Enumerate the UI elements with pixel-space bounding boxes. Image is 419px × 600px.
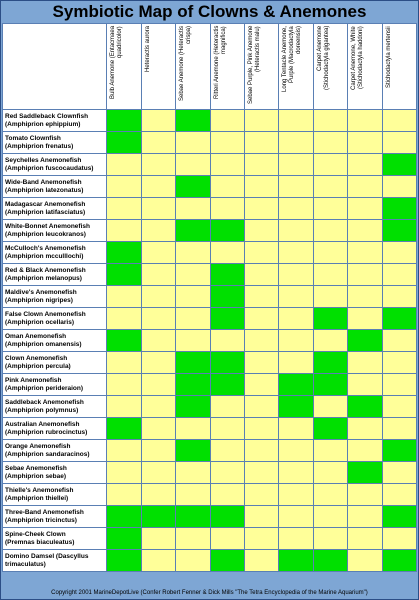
symbiosis-cell-match — [313, 550, 347, 572]
symbiosis-cell-empty — [107, 176, 141, 198]
symbiosis-cell-empty — [141, 132, 175, 154]
symbiosis-cell-empty — [348, 352, 382, 374]
corner-cell — [3, 24, 107, 110]
symbiosis-cell-empty — [279, 440, 313, 462]
symbiosis-cell-empty — [382, 242, 416, 264]
fish-scientific-name: (Amphiprion frenatus) — [5, 142, 74, 150]
symbiosis-cell-empty — [244, 132, 278, 154]
table-row — [3, 484, 417, 506]
symbiosis-cell-empty — [141, 330, 175, 352]
symbiosis-cell-empty — [313, 176, 347, 198]
symbiosis-cell-empty — [348, 550, 382, 572]
symbiosis-cell-match — [279, 550, 313, 572]
symbiosis-cell-empty — [244, 264, 278, 286]
symbiosis-cell-empty — [107, 396, 141, 418]
symbiosis-cell-empty — [176, 330, 210, 352]
symbiosis-cell-empty — [107, 462, 141, 484]
symbiosis-cell-empty — [141, 440, 175, 462]
symbiosis-cell-empty — [382, 462, 416, 484]
symbiosis-cell-empty — [210, 110, 244, 132]
symbiosis-cell-empty — [279, 352, 313, 374]
symbiosis-cell-empty — [176, 198, 210, 220]
fish-common-name: Oman Anemonefish — [5, 332, 67, 340]
symbiosis-cell-match — [382, 198, 416, 220]
symbiosis-cell-empty — [279, 242, 313, 264]
anemone-column-header — [107, 24, 141, 110]
symbiosis-cell-empty — [382, 132, 416, 154]
table-row — [3, 330, 417, 352]
fish-common-name: Sebae Anemonefish — [5, 464, 67, 472]
symbiosis-cell-match — [176, 110, 210, 132]
table-row — [3, 418, 417, 440]
fish-name-cell — [3, 396, 107, 418]
symbiosis-cell-empty — [382, 396, 416, 418]
symbiosis-cell-match — [107, 242, 141, 264]
table-row — [3, 198, 417, 220]
table-row — [3, 396, 417, 418]
symbiosis-table — [2, 23, 417, 572]
symbiosis-cell-match — [107, 528, 141, 550]
symbiosis-cell-empty — [348, 176, 382, 198]
symbiosis-cell-empty — [210, 198, 244, 220]
symbiosis-cell-empty — [279, 462, 313, 484]
symbiosis-cell-empty — [244, 242, 278, 264]
anemone-column-header — [382, 24, 416, 110]
fish-scientific-name: (Amphiprion latezonatus) — [5, 186, 84, 194]
table-row — [3, 528, 417, 550]
symbiosis-cell-match — [210, 220, 244, 242]
symbiosis-cell-empty — [313, 528, 347, 550]
symbiosis-cell-match — [210, 264, 244, 286]
symbiosis-cell-empty — [107, 220, 141, 242]
symbiosis-cell-empty — [244, 220, 278, 242]
symbiosis-cell-empty — [382, 374, 416, 396]
symbiosis-cell-empty — [348, 242, 382, 264]
anemone-label: Carpet Anemone (Stichodactyla gigantea) — [316, 26, 330, 91]
symbiosis-cell-empty — [176, 286, 210, 308]
symbiosis-cell-empty — [141, 418, 175, 440]
symbiosis-cell-empty — [141, 220, 175, 242]
symbiosis-cell-empty — [313, 264, 347, 286]
symbiosis-cell-empty — [141, 264, 175, 286]
fish-common-name: Tomato Clownfish — [5, 134, 61, 142]
symbiosis-cell-empty — [244, 440, 278, 462]
fish-scientific-name: (Amphiprion polymnus) — [5, 406, 79, 414]
fish-scientific-name: (Amphiprion tricinctus) — [5, 516, 77, 524]
fish-scientific-name: (Amphiprion fuscocaudatus) — [5, 164, 94, 172]
table-row — [3, 462, 417, 484]
symbiosis-cell-empty — [107, 154, 141, 176]
table-body — [3, 110, 417, 572]
symbiosis-cell-match — [348, 330, 382, 352]
symbiosis-cell-empty — [176, 528, 210, 550]
symbiosis-cell-empty — [141, 462, 175, 484]
fish-common-name: Thielle's Anemonefish — [5, 486, 74, 494]
table-row — [3, 308, 417, 330]
fish-name-cell — [3, 330, 107, 352]
anemone-label: Long Tentacle Anemone, Purple (Macrodactyla doreensis) — [282, 26, 303, 92]
symbiosis-cell-empty — [244, 110, 278, 132]
anemone-label: Sebae Purple, Pink Anemone (Heteractis malu) — [247, 26, 261, 105]
symbiosis-cell-empty — [382, 352, 416, 374]
symbiosis-cell-empty — [348, 528, 382, 550]
symbiosis-cell-empty — [279, 198, 313, 220]
anemone-column-header — [244, 24, 278, 110]
fish-name-cell — [3, 154, 107, 176]
anemone-label: Heteractis aurora — [144, 26, 151, 73]
symbiosis-cell-match — [313, 418, 347, 440]
symbiosis-cell-empty — [176, 264, 210, 286]
fish-name-cell — [3, 132, 107, 154]
symbiosis-cell-empty — [176, 484, 210, 506]
symbiosis-cell-empty — [313, 110, 347, 132]
fish-scientific-name: (Amphiprion mcculllochi) — [5, 252, 84, 260]
symbiosis-cell-match — [313, 352, 347, 374]
fish-name-cell — [3, 198, 107, 220]
symbiosis-cell-empty — [141, 110, 175, 132]
symbiosis-cell-empty — [348, 484, 382, 506]
fish-name-cell — [3, 528, 107, 550]
symbiosis-cell-empty — [313, 132, 347, 154]
table-row — [3, 242, 417, 264]
anemone-column-header — [313, 24, 347, 110]
symbiosis-cell-match — [107, 550, 141, 572]
symbiosis-cell-empty — [348, 286, 382, 308]
symbiosis-cell-empty — [210, 528, 244, 550]
fish-scientific-name: (Amphiprion rubrocinctus) — [5, 428, 88, 436]
symbiosis-cell-empty — [348, 418, 382, 440]
symbiosis-cell-match — [210, 308, 244, 330]
anemone-label: Stichodactyla mertensii — [385, 26, 392, 88]
symbiosis-cell-empty — [141, 176, 175, 198]
fish-scientific-name: (Amphiprion thiellei) — [5, 494, 69, 502]
symbiosis-cell-empty — [279, 484, 313, 506]
symbiosis-cell-empty — [176, 132, 210, 154]
symbiosis-cell-empty — [244, 396, 278, 418]
symbiosis-cell-match — [313, 308, 347, 330]
symbiosis-cell-match — [348, 462, 382, 484]
symbiosis-cell-empty — [382, 528, 416, 550]
fish-name-cell — [3, 440, 107, 462]
fish-name-cell — [3, 352, 107, 374]
page-title: Symbiotic Map of Clowns & Anemones — [52, 2, 367, 21]
symbiosis-cell-match — [210, 352, 244, 374]
fish-common-name: White-Bonnet Anemonefish — [5, 222, 90, 230]
symbiosis-cell-empty — [176, 418, 210, 440]
symbiosis-cell-match — [279, 396, 313, 418]
symbiosis-cell-empty — [348, 154, 382, 176]
symbiosis-cell-empty — [107, 308, 141, 330]
symbiosis-cell-empty — [279, 528, 313, 550]
symbiosis-cell-empty — [279, 286, 313, 308]
anemone-column-header — [279, 24, 313, 110]
symbiosis-cell-empty — [244, 352, 278, 374]
fish-scientific-name: (Amphiprion ephippium) — [5, 120, 81, 128]
symbiosis-cell-empty — [210, 440, 244, 462]
footer-credit: Copyright 2001 MarineDepotLive (Confer Robert Fenner & Dick Mills "The Tetra Encyclopedia of the Marine Aquarium") — [51, 590, 368, 596]
symbiosis-cell-empty — [313, 484, 347, 506]
symbiosis-cell-empty — [244, 462, 278, 484]
symbiosis-cell-match — [107, 418, 141, 440]
fish-name-cell — [3, 418, 107, 440]
symbiosis-cell-empty — [176, 308, 210, 330]
symbiosis-cell-empty — [210, 484, 244, 506]
symbiosis-cell-empty — [244, 550, 278, 572]
symbiosis-cell-match — [107, 506, 141, 528]
symbiosis-cell-empty — [348, 198, 382, 220]
fish-common-name: Three-Band Anemonefish — [5, 508, 84, 516]
fish-common-name: Spine-Cheek Clown — [5, 530, 66, 538]
fish-name-cell — [3, 484, 107, 506]
symbiosis-cell-empty — [279, 506, 313, 528]
fish-common-name: False Clown Anemonefish — [5, 310, 86, 318]
symbiosis-cell-empty — [244, 176, 278, 198]
symbiosis-cell-empty — [313, 198, 347, 220]
symbiosis-cell-empty — [348, 308, 382, 330]
fish-common-name: Madagascar Anemonefish — [5, 200, 86, 208]
table-row — [3, 154, 417, 176]
symbiosis-cell-empty — [210, 396, 244, 418]
symbiosis-cell-match — [382, 308, 416, 330]
anemone-label: Sebae Anemone (Heteractis crispa) — [179, 26, 193, 102]
fish-name-cell — [3, 374, 107, 396]
fish-common-name: Red Saddleback Clownfish — [5, 112, 89, 120]
symbiosis-cell-empty — [348, 506, 382, 528]
symbiosis-cell-empty — [348, 440, 382, 462]
symbiosis-cell-empty — [141, 396, 175, 418]
symbiosis-cell-empty — [176, 462, 210, 484]
symbiosis-cell-empty — [382, 484, 416, 506]
symbiosis-cell-match — [176, 506, 210, 528]
symbiosis-cell-empty — [210, 418, 244, 440]
symbiosis-cell-empty — [382, 286, 416, 308]
symbiosis-cell-empty — [141, 352, 175, 374]
symbiosis-cell-empty — [348, 132, 382, 154]
symbiosis-cell-empty — [348, 264, 382, 286]
symbiosis-cell-match — [176, 352, 210, 374]
symbiosis-cell-empty — [348, 374, 382, 396]
table-row — [3, 550, 417, 572]
symbiosis-cell-match — [210, 550, 244, 572]
symbiosis-cell-empty — [382, 176, 416, 198]
anemone-column-header — [141, 24, 175, 110]
symbiosis-cell-empty — [244, 330, 278, 352]
symbiosis-cell-empty — [141, 308, 175, 330]
symbiosis-cell-empty — [279, 176, 313, 198]
fish-scientific-name: (Amphiprion nigripes) — [5, 296, 73, 304]
fish-scientific-name: (Premnas biaculeatus) — [5, 538, 75, 546]
fish-common-name: McCulloch's Anemonefish — [5, 244, 86, 252]
fish-scientific-name: (Amphiprion sandaracinos) — [5, 450, 90, 458]
symbiosis-cell-match — [210, 374, 244, 396]
fish-common-name: Seychelles Anemonefish — [5, 156, 82, 164]
symbiosis-cell-empty — [382, 264, 416, 286]
fish-name-cell — [3, 550, 107, 572]
symbiosis-cell-empty — [176, 242, 210, 264]
symbiosis-cell-empty — [107, 286, 141, 308]
symbiosis-cell-match — [382, 550, 416, 572]
table-row — [3, 264, 417, 286]
fish-common-name: Domino Damsel (Dascyllus — [5, 552, 89, 560]
symbiosis-cell-empty — [382, 330, 416, 352]
fish-name-cell — [3, 176, 107, 198]
symbiosis-cell-empty — [348, 220, 382, 242]
anemone-label: Carpet Anemone, White (Stichodactyla haddoni) — [351, 26, 365, 90]
symbiosis-cell-empty — [244, 484, 278, 506]
symbiosis-cell-empty — [107, 484, 141, 506]
fish-common-name: Saddleback Anemonefish — [5, 398, 84, 406]
symbiosis-cell-empty — [244, 418, 278, 440]
table-row — [3, 220, 417, 242]
anemone-column-header — [210, 24, 244, 110]
fish-name-cell — [3, 462, 107, 484]
symbiosis-cell-empty — [141, 484, 175, 506]
symbiosis-cell-match — [382, 506, 416, 528]
symbiosis-cell-empty — [141, 286, 175, 308]
symbiosis-cell-empty — [107, 374, 141, 396]
symbiosis-cell-match — [107, 110, 141, 132]
symbiosis-cell-match — [279, 374, 313, 396]
symbiosis-cell-empty — [107, 198, 141, 220]
symbiosis-cell-empty — [244, 506, 278, 528]
symbiosis-cell-empty — [279, 308, 313, 330]
symbiosis-cell-match — [210, 506, 244, 528]
symbiosis-cell-match — [382, 440, 416, 462]
symbiosis-cell-match — [313, 374, 347, 396]
symbiosis-cell-empty — [210, 176, 244, 198]
symbiosis-cell-empty — [382, 418, 416, 440]
symbiosis-cell-match — [382, 220, 416, 242]
fish-scientific-name: (Amphiprion perideraion) — [5, 384, 83, 392]
fish-scientific-name: (Amphiprion leucokranos) — [5, 230, 86, 238]
symbiosis-cell-empty — [279, 154, 313, 176]
symbiosis-cell-match — [176, 374, 210, 396]
header-row — [3, 24, 417, 110]
symbiosis-cell-empty — [244, 198, 278, 220]
symbiosis-cell-empty — [382, 110, 416, 132]
symbiosis-cell-empty — [176, 154, 210, 176]
symbiosis-cell-match — [107, 330, 141, 352]
table-row — [3, 286, 417, 308]
fish-common-name: Wide-Band Anemonefish — [5, 178, 82, 186]
symbiosis-cell-empty — [210, 154, 244, 176]
symbiosis-cell-empty — [313, 220, 347, 242]
symbiosis-cell-empty — [141, 550, 175, 572]
symbiosis-cell-empty — [107, 352, 141, 374]
symbiosis-cell-empty — [210, 330, 244, 352]
symbiosis-cell-empty — [244, 528, 278, 550]
fish-common-name: Clown Anemonefish — [5, 354, 68, 362]
fish-common-name: Red & Black Anemonefish — [5, 266, 86, 274]
symbiosis-cell-empty — [279, 132, 313, 154]
symbiosis-cell-empty — [313, 154, 347, 176]
table-row — [3, 352, 417, 374]
fish-name-cell — [3, 220, 107, 242]
symbiosis-cell-empty — [141, 198, 175, 220]
symbiosis-cell-empty — [210, 242, 244, 264]
symbiosis-cell-empty — [141, 374, 175, 396]
symbiosis-cell-empty — [279, 110, 313, 132]
fish-name-cell — [3, 110, 107, 132]
anemone-label: Bulb Anemone (Entacmaea quadricolor) — [110, 26, 124, 100]
fish-name-cell — [3, 308, 107, 330]
symbiosis-cell-match — [176, 220, 210, 242]
table-row — [3, 176, 417, 198]
fish-common-name: Maldive's Anemonefish — [5, 288, 77, 296]
symbiosis-cell-match — [348, 396, 382, 418]
fish-scientific-name: (Amphiprion sebae) — [5, 472, 67, 480]
symbiosis-cell-empty — [313, 286, 347, 308]
symbiosis-cell-empty — [141, 154, 175, 176]
table-row — [3, 374, 417, 396]
anemone-label: Ritteri Anemone (Heteractis magnifica) — [213, 26, 227, 100]
fish-name-cell — [3, 506, 107, 528]
symbiosis-cell-match — [176, 440, 210, 462]
symbiosis-cell-empty — [244, 154, 278, 176]
symbiosis-cell-empty — [210, 462, 244, 484]
symbiosis-cell-empty — [210, 132, 244, 154]
fish-name-cell — [3, 242, 107, 264]
symbiosis-cell-match — [107, 264, 141, 286]
fish-scientific-name: (Amphiprion ocellaris) — [5, 318, 74, 326]
symbiosis-cell-empty — [244, 286, 278, 308]
symbiosis-cell-empty — [244, 374, 278, 396]
fish-name-cell — [3, 264, 107, 286]
fish-scientific-name: trimaculatus) — [5, 560, 46, 568]
fish-scientific-name: (Amphiprion melanopus) — [5, 274, 82, 282]
symbiosis-cell-empty — [141, 528, 175, 550]
anemone-column-header — [348, 24, 382, 110]
fish-scientific-name: (Amphiprion omanensis) — [5, 340, 82, 348]
symbiosis-cell-empty — [279, 220, 313, 242]
fish-common-name: Australian Anemonefish — [5, 420, 80, 428]
symbiosis-cell-match — [141, 506, 175, 528]
fish-name-cell — [3, 286, 107, 308]
symbiosis-cell-empty — [313, 396, 347, 418]
symbiosis-cell-empty — [313, 440, 347, 462]
symbiosis-cell-empty — [313, 242, 347, 264]
symbiosis-cell-match — [176, 396, 210, 418]
symbiosis-cell-empty — [176, 550, 210, 572]
fish-common-name: Orange Anemonefish — [5, 442, 71, 450]
table-row — [3, 132, 417, 154]
table-row — [3, 440, 417, 462]
symbiosis-cell-empty — [279, 264, 313, 286]
symbiosis-cell-empty — [313, 506, 347, 528]
symbiosis-cell-empty — [279, 330, 313, 352]
table-row — [3, 506, 417, 528]
symbiosis-cell-empty — [279, 418, 313, 440]
symbiosis-cell-empty — [313, 462, 347, 484]
fish-common-name: Pink Anemonefish — [5, 376, 62, 384]
table-row — [3, 110, 417, 132]
symbiosis-cell-empty — [141, 242, 175, 264]
symbiosis-cell-empty — [107, 440, 141, 462]
symbiosis-cell-match — [210, 286, 244, 308]
symbiosis-cell-empty — [313, 330, 347, 352]
symbiosis-cell-match — [176, 176, 210, 198]
fish-scientific-name: (Amphiprion latifasciatus) — [5, 208, 86, 216]
symbiosis-cell-match — [382, 154, 416, 176]
symbiosis-cell-empty — [348, 110, 382, 132]
fish-scientific-name: (Amphiprion percula) — [5, 362, 71, 370]
symbiosis-cell-match — [107, 132, 141, 154]
anemone-column-header — [176, 24, 210, 110]
symbiosis-cell-empty — [244, 308, 278, 330]
